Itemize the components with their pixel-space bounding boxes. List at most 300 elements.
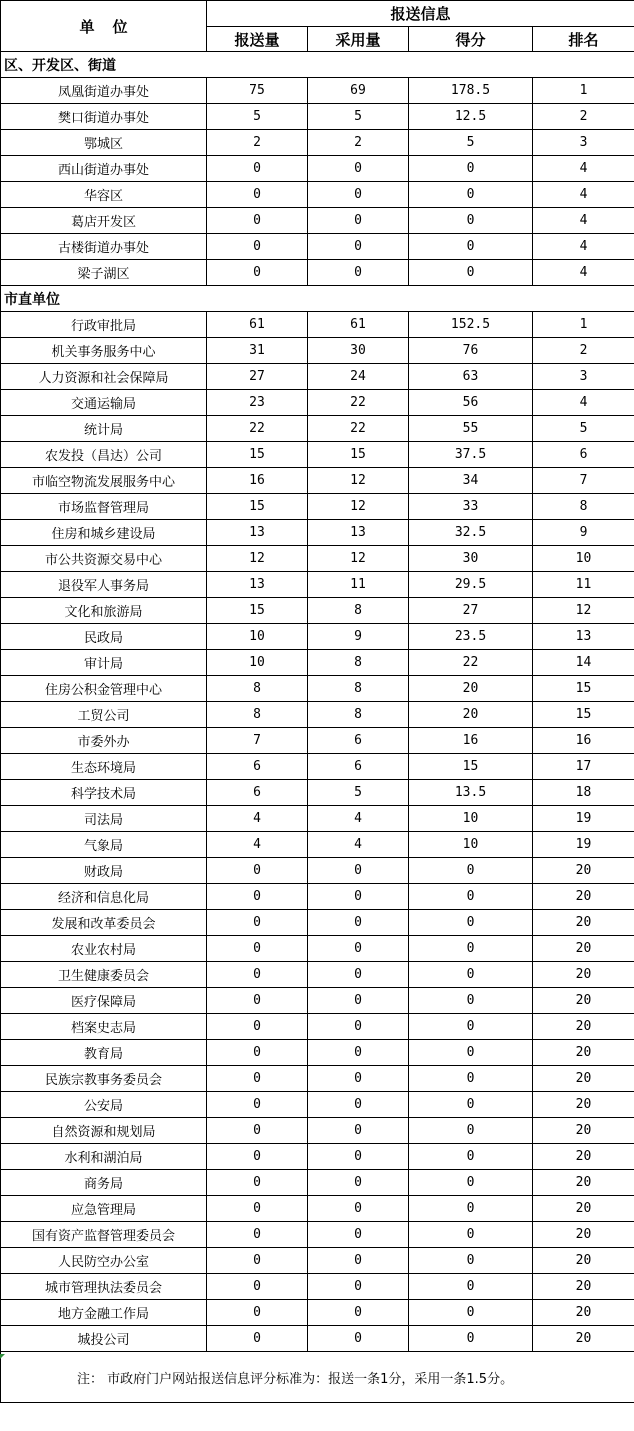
score-cell: 0 <box>409 988 533 1014</box>
score-cell: 63 <box>409 364 533 390</box>
rank-cell: 11 <box>533 572 634 598</box>
rank-cell: 13 <box>533 624 634 650</box>
score-cell: 0 <box>409 936 533 962</box>
table-row <box>1 442 634 468</box>
unit-cell: 农业农村局 <box>1 936 207 962</box>
table-row <box>1 520 634 546</box>
submitted-cell: 0 <box>207 1248 308 1274</box>
table-row <box>1 1274 634 1300</box>
score-cell: 15 <box>409 754 533 780</box>
score-cell: 0 <box>409 234 533 260</box>
table-row <box>1 650 634 676</box>
adopted-cell: 0 <box>308 1040 409 1066</box>
rank-cell: 20 <box>533 1222 634 1248</box>
adopted-cell: 0 <box>308 1144 409 1170</box>
adopted-cell: 69 <box>308 78 409 104</box>
table-row <box>1 312 634 338</box>
table-row <box>1 364 634 390</box>
unit-cell: 机关事务服务中心 <box>1 338 207 364</box>
adopted-cell: 0 <box>308 936 409 962</box>
table-row <box>1 390 634 416</box>
table-row <box>1 936 634 962</box>
unit-cell: 档案史志局 <box>1 1014 207 1040</box>
submitted-cell: 0 <box>207 910 308 936</box>
rank-cell: 2 <box>533 338 634 364</box>
unit-cell: 退役军人事务局 <box>1 572 207 598</box>
score-cell: 0 <box>409 1170 533 1196</box>
score-cell: 10 <box>409 806 533 832</box>
table-row <box>1 624 634 650</box>
submitted-cell: 15 <box>207 598 308 624</box>
adopted-cell: 0 <box>308 1274 409 1300</box>
table-row <box>1 884 634 910</box>
score-cell: 56 <box>409 390 533 416</box>
submitted-cell: 27 <box>207 364 308 390</box>
rank-cell: 4 <box>533 208 634 234</box>
submitted-cell: 0 <box>207 1274 308 1300</box>
header-unit-label: 单位 <box>79 17 146 36</box>
unit-cell: 市委外办 <box>1 728 207 754</box>
submitted-cell: 23 <box>207 390 308 416</box>
rank-cell: 4 <box>533 234 634 260</box>
score-cell: 33 <box>409 494 533 520</box>
unit-cell: 生态环境局 <box>1 754 207 780</box>
rank-cell: 20 <box>533 1170 634 1196</box>
rank-cell: 20 <box>533 1248 634 1274</box>
adopted-cell: 13 <box>308 520 409 546</box>
adopted-cell: 61 <box>308 312 409 338</box>
rank-cell: 5 <box>533 416 634 442</box>
adopted-cell: 8 <box>308 676 409 702</box>
table-row <box>1 806 634 832</box>
unit-cell: 古楼街道办事处 <box>1 234 207 260</box>
submitted-cell: 0 <box>207 988 308 1014</box>
submitted-cell: 15 <box>207 494 308 520</box>
adopted-cell: 0 <box>308 208 409 234</box>
unit-cell: 市场监督管理局 <box>1 494 207 520</box>
unit-cell: 交通运输局 <box>1 390 207 416</box>
submitted-cell: 0 <box>207 208 308 234</box>
score-cell: 0 <box>409 1326 533 1352</box>
score-cell: 0 <box>409 1300 533 1326</box>
unit-cell: 文化和旅游局 <box>1 598 207 624</box>
rank-cell: 20 <box>533 910 634 936</box>
submitted-cell: 12 <box>207 546 308 572</box>
unit-cell: 樊口街道办事处 <box>1 104 207 130</box>
rank-cell: 19 <box>533 806 634 832</box>
table-row <box>1 1196 634 1222</box>
submitted-cell: 15 <box>207 442 308 468</box>
unit-cell: 民政局 <box>1 624 207 650</box>
adopted-cell: 0 <box>308 910 409 936</box>
unit-cell: 华容区 <box>1 182 207 208</box>
unit-cell: 商务局 <box>1 1170 207 1196</box>
unit-cell: 城投公司 <box>1 1326 207 1352</box>
submitted-cell: 0 <box>207 962 308 988</box>
adopted-cell: 5 <box>308 104 409 130</box>
adopted-cell: 0 <box>308 182 409 208</box>
score-cell: 0 <box>409 858 533 884</box>
adopted-cell: 24 <box>308 364 409 390</box>
score-cell: 12.5 <box>409 104 533 130</box>
score-cell: 0 <box>409 1066 533 1092</box>
submitted-cell: 22 <box>207 416 308 442</box>
submitted-cell: 0 <box>207 1196 308 1222</box>
unit-cell: 城市管理执法委员会 <box>1 1274 207 1300</box>
score-cell: 76 <box>409 338 533 364</box>
section-row <box>1 52 634 78</box>
submitted-cell: 0 <box>207 182 308 208</box>
rank-cell: 20 <box>533 1326 634 1352</box>
submitted-cell: 5 <box>207 104 308 130</box>
rank-cell: 8 <box>533 494 634 520</box>
adopted-cell: 0 <box>308 234 409 260</box>
score-cell: 0 <box>409 1014 533 1040</box>
adopted-cell: 0 <box>308 884 409 910</box>
score-cell: 22 <box>409 650 533 676</box>
submitted-cell: 10 <box>207 650 308 676</box>
submitted-cell: 0 <box>207 884 308 910</box>
submitted-cell: 0 <box>207 1092 308 1118</box>
adopted-cell: 0 <box>308 1222 409 1248</box>
rank-cell: 20 <box>533 1040 634 1066</box>
table-row <box>1 832 634 858</box>
table-row <box>1 208 634 234</box>
score-cell: 0 <box>409 208 533 234</box>
rank-cell: 20 <box>533 1144 634 1170</box>
table-row <box>1 754 634 780</box>
score-cell: 32.5 <box>409 520 533 546</box>
note-cell <box>1 1352 634 1403</box>
score-cell: 20 <box>409 702 533 728</box>
score-cell: 27 <box>409 598 533 624</box>
submitted-cell: 0 <box>207 1144 308 1170</box>
unit-cell: 自然资源和规划局 <box>1 1118 207 1144</box>
adopted-cell: 2 <box>308 130 409 156</box>
score-cell: 29.5 <box>409 572 533 598</box>
submitted-cell: 4 <box>207 806 308 832</box>
submitted-cell: 0 <box>207 260 308 286</box>
submitted-cell: 16 <box>207 468 308 494</box>
rank-cell: 3 <box>533 130 634 156</box>
adopted-cell: 0 <box>308 1092 409 1118</box>
rank-cell: 7 <box>533 468 634 494</box>
table-row <box>1 910 634 936</box>
unit-cell: 住房和城乡建设局 <box>1 520 207 546</box>
score-cell: 0 <box>409 260 533 286</box>
unit-cell: 审计局 <box>1 650 207 676</box>
submitted-cell: 2 <box>207 130 308 156</box>
note-row <box>1 1352 634 1403</box>
adopted-cell: 0 <box>308 1014 409 1040</box>
unit-cell: 应急管理局 <box>1 1196 207 1222</box>
submitted-cell: 0 <box>207 936 308 962</box>
unit-cell: 经济和信息化局 <box>1 884 207 910</box>
unit-cell: 水利和湖泊局 <box>1 1144 207 1170</box>
rank-cell: 18 <box>533 780 634 806</box>
table-row <box>1 1170 634 1196</box>
adopted-cell: 9 <box>308 624 409 650</box>
rank-cell: 2 <box>533 104 634 130</box>
unit-cell: 气象局 <box>1 832 207 858</box>
rank-cell: 4 <box>533 390 634 416</box>
header-score: 得分 <box>409 27 533 52</box>
submitted-cell: 0 <box>207 1040 308 1066</box>
submitted-cell: 10 <box>207 624 308 650</box>
submitted-cell: 61 <box>207 312 308 338</box>
adopted-cell: 4 <box>308 806 409 832</box>
adopted-cell: 22 <box>308 416 409 442</box>
unit-cell: 市公共资源交易中心 <box>1 546 207 572</box>
rank-cell: 6 <box>533 442 634 468</box>
table-row <box>1 1222 634 1248</box>
rank-cell: 20 <box>533 858 634 884</box>
table-row <box>1 702 634 728</box>
section-row <box>1 286 634 312</box>
score-cell: 0 <box>409 156 533 182</box>
rank-cell: 1 <box>533 78 634 104</box>
table-row <box>1 338 634 364</box>
submitted-cell: 0 <box>207 1326 308 1352</box>
rank-cell: 9 <box>533 520 634 546</box>
rank-cell: 17 <box>533 754 634 780</box>
adopted-cell: 30 <box>308 338 409 364</box>
submitted-cell: 31 <box>207 338 308 364</box>
adopted-cell: 0 <box>308 988 409 1014</box>
score-cell: 0 <box>409 884 533 910</box>
score-cell: 152.5 <box>409 312 533 338</box>
rank-cell: 15 <box>533 702 634 728</box>
adopted-cell: 15 <box>308 442 409 468</box>
submitted-cell: 13 <box>207 572 308 598</box>
adopted-cell: 0 <box>308 1066 409 1092</box>
score-cell: 0 <box>409 1222 533 1248</box>
table-row <box>1 182 634 208</box>
table-row <box>1 130 634 156</box>
score-cell: 13.5 <box>409 780 533 806</box>
table-row <box>1 546 634 572</box>
submitted-cell: 6 <box>207 780 308 806</box>
table-row <box>1 494 634 520</box>
submitted-cell: 0 <box>207 1066 308 1092</box>
score-cell: 0 <box>409 1118 533 1144</box>
rank-cell: 20 <box>533 1300 634 1326</box>
rank-cell: 20 <box>533 988 634 1014</box>
unit-cell: 发展和改革委员会 <box>1 910 207 936</box>
submitted-cell: 7 <box>207 728 308 754</box>
unit-cell: 葛店开发区 <box>1 208 207 234</box>
score-cell: 0 <box>409 1040 533 1066</box>
score-cell: 0 <box>409 910 533 936</box>
submitted-cell: 0 <box>207 1118 308 1144</box>
unit-cell: 教育局 <box>1 1040 207 1066</box>
table-row <box>1 962 634 988</box>
table-row <box>1 1118 634 1144</box>
unit-cell: 西山街道办事处 <box>1 156 207 182</box>
unit-cell: 科学技术局 <box>1 780 207 806</box>
submitted-cell: 75 <box>207 78 308 104</box>
adopted-cell: 5 <box>308 780 409 806</box>
submitted-cell: 0 <box>207 1300 308 1326</box>
table-row <box>1 1248 634 1274</box>
score-cell: 0 <box>409 1144 533 1170</box>
adopted-cell: 4 <box>308 832 409 858</box>
adopted-cell: 0 <box>308 1248 409 1274</box>
unit-cell: 公安局 <box>1 1092 207 1118</box>
unit-cell: 人力资源和社会保障局 <box>1 364 207 390</box>
rank-cell: 20 <box>533 936 634 962</box>
rank-cell: 12 <box>533 598 634 624</box>
corner-marker <box>0 1354 5 1359</box>
submitted-cell: 4 <box>207 832 308 858</box>
rank-cell: 20 <box>533 1196 634 1222</box>
score-cell: 20 <box>409 676 533 702</box>
submitted-cell: 0 <box>207 234 308 260</box>
score-cell: 16 <box>409 728 533 754</box>
score-cell: 10 <box>409 832 533 858</box>
submitted-cell: 8 <box>207 702 308 728</box>
adopted-cell: 22 <box>308 390 409 416</box>
adopted-cell: 12 <box>308 468 409 494</box>
header-submitted: 报送量 <box>207 27 308 52</box>
submitted-cell: 8 <box>207 676 308 702</box>
section-title: 区、开发区、街道 <box>1 52 634 78</box>
submitted-cell: 0 <box>207 156 308 182</box>
rank-cell: 20 <box>533 1118 634 1144</box>
rank-cell: 1 <box>533 312 634 338</box>
adopted-cell: 11 <box>308 572 409 598</box>
adopted-cell: 0 <box>308 260 409 286</box>
rank-cell: 3 <box>533 364 634 390</box>
adopted-cell: 8 <box>308 702 409 728</box>
section-title: 市直单位 <box>1 286 634 312</box>
header-group-label: 报送信息 <box>207 1 634 27</box>
unit-cell: 民族宗教事务委员会 <box>1 1066 207 1092</box>
table-row <box>1 1066 634 1092</box>
adopted-cell: 0 <box>308 1170 409 1196</box>
score-cell: 37.5 <box>409 442 533 468</box>
table-row <box>1 104 634 130</box>
rank-cell: 16 <box>533 728 634 754</box>
score-cell: 34 <box>409 468 533 494</box>
rank-cell: 10 <box>533 546 634 572</box>
rank-cell: 20 <box>533 1274 634 1300</box>
table-row <box>1 260 634 286</box>
table-row <box>1 598 634 624</box>
adopted-cell: 8 <box>308 650 409 676</box>
submitted-cell: 0 <box>207 1014 308 1040</box>
header-row-top <box>1 1 634 27</box>
adopted-cell: 0 <box>308 858 409 884</box>
rank-cell: 14 <box>533 650 634 676</box>
unit-cell: 鄂城区 <box>1 130 207 156</box>
adopted-cell: 8 <box>308 598 409 624</box>
rank-cell: 15 <box>533 676 634 702</box>
table-row <box>1 234 634 260</box>
rank-cell: 20 <box>533 1092 634 1118</box>
table-row <box>1 988 634 1014</box>
header-rank: 排名 <box>533 27 634 52</box>
note-text: 注： 市政府门户网站报送信息评分标准为：报送一条1分，采用一条1.5分。 <box>77 1371 514 1387</box>
rank-cell: 20 <box>533 884 634 910</box>
table-row <box>1 1326 634 1352</box>
header-adopted: 采用量 <box>308 27 409 52</box>
score-cell: 23.5 <box>409 624 533 650</box>
unit-cell: 统计局 <box>1 416 207 442</box>
submitted-cell: 0 <box>207 1170 308 1196</box>
submitted-cell: 6 <box>207 754 308 780</box>
adopted-cell: 12 <box>308 494 409 520</box>
rank-cell: 19 <box>533 832 634 858</box>
score-cell: 0 <box>409 1196 533 1222</box>
table-row <box>1 858 634 884</box>
unit-cell: 医疗保障局 <box>1 988 207 1014</box>
table-row <box>1 780 634 806</box>
table-row <box>1 78 634 104</box>
unit-cell: 农发投（昌达）公司 <box>1 442 207 468</box>
rank-cell: 20 <box>533 1014 634 1040</box>
rank-cell: 4 <box>533 156 634 182</box>
unit-cell: 梁子湖区 <box>1 260 207 286</box>
submitted-cell: 0 <box>207 858 308 884</box>
adopted-cell: 0 <box>308 962 409 988</box>
score-cell: 178.5 <box>409 78 533 104</box>
score-cell: 0 <box>409 1274 533 1300</box>
score-cell: 0 <box>409 962 533 988</box>
score-cell: 0 <box>409 182 533 208</box>
score-cell: 5 <box>409 130 533 156</box>
rank-cell: 4 <box>533 182 634 208</box>
adopted-cell: 6 <box>308 754 409 780</box>
unit-cell: 国有资产监督管理委员会 <box>1 1222 207 1248</box>
adopted-cell: 0 <box>308 156 409 182</box>
table-row <box>1 468 634 494</box>
unit-cell: 凤凰街道办事处 <box>1 78 207 104</box>
adopted-cell: 0 <box>308 1118 409 1144</box>
score-cell: 0 <box>409 1248 533 1274</box>
unit-cell: 财政局 <box>1 858 207 884</box>
table-row <box>1 1014 634 1040</box>
rank-cell: 20 <box>533 1066 634 1092</box>
score-cell: 30 <box>409 546 533 572</box>
unit-cell: 住房公积金管理中心 <box>1 676 207 702</box>
submitted-cell: 13 <box>207 520 308 546</box>
adopted-cell: 0 <box>308 1196 409 1222</box>
unit-cell: 行政审批局 <box>1 312 207 338</box>
table-row <box>1 572 634 598</box>
adopted-cell: 0 <box>308 1326 409 1352</box>
unit-cell: 司法局 <box>1 806 207 832</box>
score-cell: 0 <box>409 1092 533 1118</box>
submitted-cell: 0 <box>207 1222 308 1248</box>
unit-cell: 工贸公司 <box>1 702 207 728</box>
header-unit-cell <box>1 1 207 52</box>
table-row <box>1 156 634 182</box>
adopted-cell: 6 <box>308 728 409 754</box>
table-row <box>1 416 634 442</box>
table-row <box>1 1144 634 1170</box>
unit-cell: 卫生健康委员会 <box>1 962 207 988</box>
adopted-cell: 0 <box>308 1300 409 1326</box>
table-row <box>1 1092 634 1118</box>
rank-cell: 20 <box>533 962 634 988</box>
table-row <box>1 1040 634 1066</box>
table-row <box>1 676 634 702</box>
unit-cell: 市临空物流发展服务中心 <box>1 468 207 494</box>
table-row <box>1 728 634 754</box>
table-row <box>1 1300 634 1326</box>
rank-cell: 4 <box>533 260 634 286</box>
